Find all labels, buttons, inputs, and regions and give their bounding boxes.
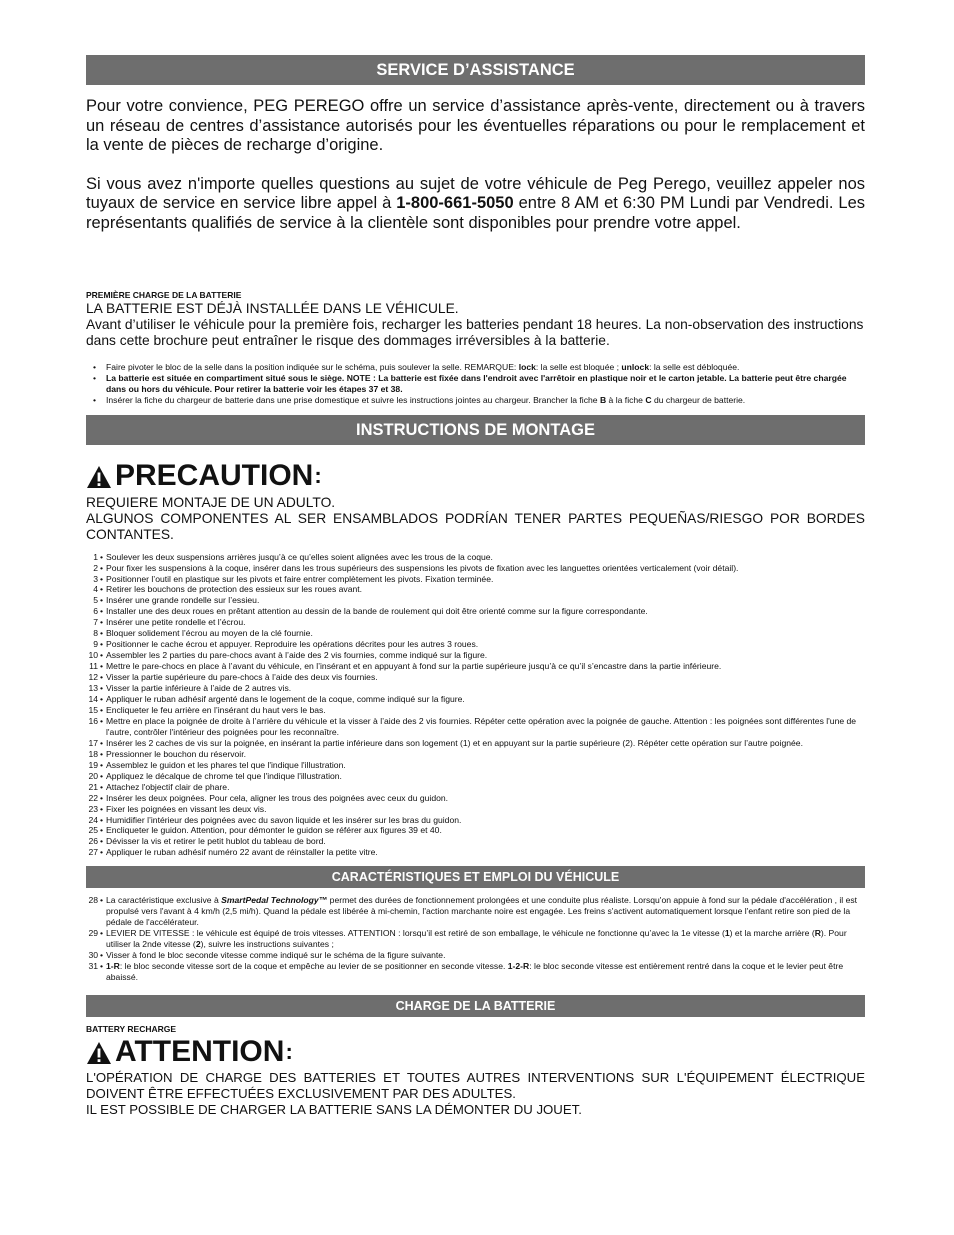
step-text: Humidifier l’intérieur des poignées avec du savon liquide et les insérer sur les bras du guidon. <box>106 814 462 825</box>
step-number: 13 <box>88 683 98 694</box>
first-charge-bullet <box>86 373 865 395</box>
step-text: LEVIER DE VITESSE : le véhicule est équipé de trois vitesses. ATTENTION : lorsqu’il est retiré de son emballage, le véhicule ne fonctionne qu’avec la 1e vitesse ( <box>106 928 725 939</box>
step-text: ). Pour utiliser la 2nde vitesse ( <box>106 928 847 950</box>
step-text: : le bloc seconde vitesse est entièrement rentré dans la coque et le levier peut être abaissé. <box>106 961 844 982</box>
step-text: Encliqueter le guidon. Attention, pour démonter le guidon se référer aux figures 39 et 40. <box>106 825 442 836</box>
step-text: Insérer les 2 caches de vis sur la poignée, en insérant la partie inférieure dans son logement (1) et en appuyant sur la partie supérieure (2). Répéter cette opération sur l’autre poignée. <box>106 737 803 748</box>
step-text: Dévisser la vis et retirer le petit hublot du tableau de bord. <box>106 836 326 847</box>
assembly-heading-bar <box>86 415 865 445</box>
step-text: ) et la marche arrière ( <box>729 928 815 939</box>
bullet-text: Faire pivoter le bloc de la selle dans la position indiquée sur le schéma, puis soulever la selle. REMARQUE: <box>106 362 519 372</box>
precaution-title <box>86 459 865 493</box>
step-text: Visser la partie supérieure du pare-chocs à l’aide des deux vis fournies. <box>106 672 378 683</box>
step-number: 16 <box>88 715 98 726</box>
step-number: 29 <box>88 928 98 939</box>
step-text: Insérer une petite rondelle et l’écrou. <box>106 617 246 628</box>
battery-recharge-heading: BATTERY RECHARGE <box>86 1023 177 1034</box>
step-text: Positionner l’outil en plastique sur les pivots et faire entrer complètement les pivots. Fixation terminée. <box>106 573 494 584</box>
precaution-line-2: ALGUNOS COMPONENTES AL SER ENSAMBLADOS PODRÍAN TENER PARTES PEQUEÑAS/RIESGO POR BORDES CONTANTES. <box>86 510 865 542</box>
first-charge-bullets <box>86 362 865 406</box>
step-text: Insérer les deux poignées. Pour cela, aligner les trous des poignées avec ceux du guidon. <box>106 792 449 803</box>
step-number: 6 <box>93 606 98 617</box>
first-charge-line-1: LA BATTERIE EST DÉJÀ INSTALLÉE DANS LE VÉHICULE. <box>86 301 459 316</box>
gear-1-label: 1 <box>724 928 730 939</box>
precaution-colon: : <box>314 462 322 488</box>
service-paragraph-2-text-end: entre 8 AM et 6:30 PM Lundi par Vendredi. Les représentants qualifiés de service à la clientèle sont disponibles pour prendre votre appel. <box>86 194 865 232</box>
step-item: 14 • Appliquer le ruban adhésif argenté dans le logement de la coque, comme indiqué sur la figure. <box>86 694 865 705</box>
step-text: Mettre en place la poignée de droite à l’arrière du véhicule et la visser à l’aide des 2 vis fournies. Répéter cette opération avec la poignée de gauche. Attention : les poignées sont différentes l'une de l'autre, contrôler l'intérieur des poignées pour les reconnaître. <box>106 715 857 737</box>
step-number: 15 <box>88 704 98 715</box>
service-paragraph-1: Pour votre convience, PEG PEREGO offre un service d’assistance après-vente, directement ou à travers un réseau de centres d’assistance autorisés pour les éventuelles réparations ou pour le remplacement et la vente de pièces de recharge d’origine. <box>86 97 865 154</box>
step-text: Bloquer solidement l’écrou au moyen de la clé fournie. <box>106 628 313 639</box>
step-text: Pressionner le bouchon du réservoir. <box>106 748 246 759</box>
position-1r-label: 1-R <box>106 961 120 972</box>
step-number: 12 <box>88 672 98 683</box>
service-paragraph-2-text: Si vous avez n'importe quelles questions au sujet de votre véhicule de Peg Perego, veuillez appeler nos tuyaux de service en service libre appel à <box>86 174 865 212</box>
step-number: 18 <box>88 748 98 759</box>
assembly-steps-list <box>86 552 865 859</box>
step-item: 15 • Encliqueter le feu arrière en l’insérant du haut vers le bas. <box>86 705 865 716</box>
step-text: ), suivre les instructions suivantes ; <box>200 939 334 950</box>
step-number: 23 <box>88 803 98 814</box>
step-text: permet des durées de fonctionnement prolongées et une conduite plus réaliste. Lorsqu'on appuie à fond sur la pédale d'accélération , il est propulsé vers l'avant à 4 km/h (2,5 mi/h). Quand la pédale est libérée à mi-chemin, l'action marchante noire est engagée. Les freins s'activent automatiquement lorsque l'enfant retire son pied de la pédale de l'accélérateur. <box>106 895 858 928</box>
step-number: 25 <box>88 825 98 836</box>
step-item: 12 • Visser la partie supérieure du pare-chocs à l’aide des deux vis fournies. <box>86 672 865 683</box>
warning-triangle-icon <box>86 1041 112 1065</box>
warning-triangle-icon <box>86 465 112 489</box>
step-item: 7 • Insérer une petite rondelle et l’écrou. <box>86 617 865 628</box>
step-number: 11 <box>89 661 98 672</box>
step-number: 30 <box>88 950 98 961</box>
gear-r-label: R <box>814 928 821 939</box>
step-text: Installer une des deux roues en prêtant attention au dessin de la bande de roulement qui doit être orienté comme sur la figure correspondante. <box>106 606 648 617</box>
step-text: Visser la partie inférieure à l’aide de 2 autres vis. <box>106 683 292 694</box>
precaution-title-text: PRECAUTION <box>115 458 314 492</box>
step-number: 19 <box>88 759 98 770</box>
step-text: Encliqueter le feu arrière en l’insérant du haut vers le bas. <box>106 704 326 715</box>
step-number: 24 <box>88 814 98 825</box>
step-item: 19 • Assemblez le guidon et les phares tel que l'indique l'illustration. <box>86 760 865 771</box>
lock-label: lock <box>518 362 536 372</box>
manual-page <box>86 55 865 1118</box>
step-item: 3 • Positionner l’outil en plastique sur les pivots et faire entrer complètement les pivots. Fixation terminée. <box>86 574 865 585</box>
first-charge-bullet <box>86 395 865 406</box>
attention-title-text: ATTENTION <box>115 1034 285 1068</box>
features-heading: CARACTÉRISTIQUES ET EMPLOI DU VÉHICULE <box>331 870 620 885</box>
attention-line-1: L'OPÉRATION DE CHARGE DES BATTERIES ET TOUTES AUTRES INTERVENTIONS SUR L'ÉQUIPEMENT ÉLECTRIQUE DOIVENT ÊTRE EFFECTUÉES EXCLUSIVEMENT PAR DES ADULTES. <box>86 1069 865 1101</box>
step-text: Visser à fond le bloc seconde vitesse comme indiqué sur le schéma de la figure suivante. <box>106 950 446 961</box>
step-text: Pour fixer les suspensions à la coque, insérer dans les trous supérieurs des suspensions les pivots de fixation avec les languettes orientées verticalement (voir détail). <box>106 562 739 573</box>
step-text: Mettre le pare-chocs en place à l’avant du véhicule, en l’insérant et en appuyant à fond sur la partie supérieure jusqu’à ce qu’il s’encastre dans la partie inférieure. <box>106 661 722 672</box>
step-number: 20 <box>88 770 98 781</box>
step-item: 22 • Insérer les deux poignées. Pour cela, aligner les trous des poignées avec ceux du guidon. <box>86 793 865 804</box>
step-number: 27 <box>88 847 98 858</box>
step-number: 7 <box>93 617 98 628</box>
charge-heading: CHARGE DE LA BATTERIE <box>395 998 556 1013</box>
gear-2-label: 2 <box>195 939 201 950</box>
bullet-text: Insérer la fiche du chargeur de batterie dans une prise domestique et suivre les instructions jointes au chargeur. Brancher la fiche <box>106 394 600 405</box>
service-paragraph-2 <box>86 175 865 234</box>
step-text: Assembler les 2 parties du pare-chocs avant à l’aide des 2 vis fournies, comme indiqué sur la figure. <box>106 650 488 661</box>
step-item: 21 • Attachez l'objectif clair de phare. <box>86 782 865 793</box>
step-item: 20 • Appliquez le décalque de chrome tel que l'indique l'illustration. <box>86 771 865 782</box>
step-text: Soulever les deux suspensions arrières jusqu’à ce qu’elles soient alignées avec les trous de la coque. <box>106 551 493 562</box>
step-item: 5 • Insérer une grande rondelle sur l’essieu. <box>86 595 865 606</box>
step-item: 23 • Fixer les poignées en vissant les deux vis. <box>86 804 865 815</box>
step-number: 1 <box>93 551 98 562</box>
step-number: 17 <box>88 737 98 748</box>
step-number: 14 <box>88 694 98 705</box>
step-text: Positionner le cache écrou et appuyer. Reproduire les opérations décrites pour les autres 3 roues. <box>106 639 479 650</box>
step-number: 8 <box>93 628 98 639</box>
step-item: 9 • Positionner le cache écrou et appuyer. Reproduire les opérations décrites pour les autres 3 roues. <box>86 639 865 650</box>
step-number: 22 <box>88 792 98 803</box>
step-item: 11 • Mettre le pare-chocs en place à l’avant du véhicule, en l’insérant et en appuyant à fond sur la partie supérieure jusqu’à ce qu’il s’encastre dans la partie inférieure. <box>86 661 865 672</box>
step-text: Appliquer le ruban adhésif argenté dans le logement de la coque, comme indiqué sur la figure. <box>106 694 465 705</box>
step-item: 24 • Humidifier l’intérieur des poignées avec du savon liquide et les insérer sur les bras du guidon. <box>86 815 865 826</box>
plug-c-label: C <box>645 394 652 405</box>
step-text: Retirer les bouchons de protection des essieux sur les roues avant. <box>106 584 363 595</box>
step-item: 13 • Visser la partie inférieure à l’aide de 2 autres vis. <box>86 683 865 694</box>
step-item: 17 • Insérer les 2 caches de vis sur la poignée, en insérant la partie inférieure dans son logement (1) et en appuyant sur la partie supérieure (2). Répéter cette opération sur l’autre poignée. <box>86 738 865 749</box>
charge-heading-bar <box>86 995 865 1017</box>
step-item: 18 • Pressionner le bouchon du réservoir. <box>86 749 865 760</box>
step-item: 8 • Bloquer solidement l’écrou au moyen de la clé fournie. <box>86 628 865 639</box>
service-heading: SERVICE D’ASSISTANCE <box>376 61 575 79</box>
bullet-text: du chargeur de batterie. <box>651 394 746 405</box>
precaution-line-1: REQUIERE MONTAJE DE UN ADULTO. <box>86 494 336 510</box>
step-text: Appliquer le ruban adhésif numéro 22 avant de réinstaller la petite vitre. <box>106 847 378 858</box>
step-number: 21 <box>88 781 98 792</box>
first-charge-line-2: Avant d’utiliser le véhicule pour la première fois, recharger les batteries pendant 18 heures. La non-observation des instructions dans cette brochure peut entraîner le risque des dommages irréversibles à la batterie. <box>86 317 864 348</box>
attention-title <box>86 1035 865 1069</box>
step-number: 5 <box>93 595 98 606</box>
step-text: La caractéristique exclusive à <box>106 895 222 906</box>
step-item: 1 • Soulever les deux suspensions arrières jusqu’à ce qu’elles soient alignées avec les trous de la coque. <box>86 552 865 563</box>
attention-line-2: IL EST POSSIBLE DE CHARGER LA BATTERIE SANS LA DÉMONTER DU JOUET. <box>86 1101 582 1117</box>
position-12r-label: 1-2-R <box>507 961 530 972</box>
step-text: Fixer les poignées en vissant les deux vis. <box>106 803 267 814</box>
step-text: Insérer une grande rondelle sur l’essieu. <box>106 595 260 606</box>
attention-colon: : <box>285 1038 293 1064</box>
step-number: 31 <box>88 961 98 972</box>
step-item: 6 • Installer une des deux roues en prêtant attention au dessin de la bande de roulement qui doit être orienté comme sur la figure correspondante. <box>86 606 865 617</box>
step-item: 2 • Pour fixer les suspensions à la coque, insérer dans les trous supérieurs des suspensions les pivots de fixation avec les languettes orientées verticalement (voir détail). <box>86 563 865 574</box>
step-number: 4 <box>93 584 98 595</box>
step-item: 26 • Dévisser la vis et retirer le petit hublot du tableau de bord. <box>86 836 865 847</box>
first-charge-bullet <box>86 362 865 373</box>
plug-b-label: B <box>599 394 607 405</box>
first-charge-heading: PREMIÈRE CHARGE DE LA BATTERIE <box>86 290 242 300</box>
smartpedal-brand: SmartPedal Technology™ <box>221 895 328 906</box>
unlock-label: unlock <box>621 362 650 372</box>
features-heading-bar <box>86 866 865 888</box>
step-item: 28 • La caractéristique exclusive à SmartPedal Technology™ permet des durées de fonctionnement prolongées et une conduite plus réaliste. Lorsqu'on appuie à fond sur la pédale d'accélération , il est propulsé vers l'avant à 4 km/h (2,5 mi/h). Quand la pédale est libérée à mi-chemin, l'action marchante noire est engagée. Les freins s'activent automatiquement lorsque l'enfant retire son pied de la pédale de l'accélérateur. <box>86 895 865 928</box>
features-steps-list <box>86 895 865 983</box>
step-item: 27 • Appliquer le ruban adhésif numéro 22 avant de réinstaller la petite vitre. <box>86 847 865 858</box>
bullet-text: : la selle est débloquée. <box>649 362 740 372</box>
step-number: 2 <box>93 562 98 573</box>
step-item: 31 • 1-R: le bloc seconde vitesse sort de la coque et empêche au levier de se positionner en seconde vitesse. 1-2-R: le bloc seconde vitesse est entièrement rentré dans la coque et le levier peut être abaissé. <box>86 961 865 983</box>
step-item: 29 • LEVIER DE VITESSE : le véhicule est équipé de trois vitesses. ATTENTION : lorsqu’il est retiré de son emballage, le véhicule ne fonctionne qu’avec la 1e vitesse (1) et la marche arrière (R). Pour utiliser la 2nde vitesse (2), suivre les instructions suivantes ; <box>86 928 865 950</box>
step-number: 10 <box>88 650 98 661</box>
step-item: 10 • Assembler les 2 parties du pare-chocs avant à l’aide des 2 vis fournies, comme indiqué sur la figure. <box>86 650 865 661</box>
step-item: 25 • Encliqueter le guidon. Attention, pour démonter le guidon se référer aux figures 39 et 40. <box>86 825 865 836</box>
step-item: 30 • Visser à fond le bloc seconde vitesse comme indiqué sur le schéma de la figure suivante. <box>86 950 865 961</box>
step-text: Appliquez le décalque de chrome tel que l'indique l'illustration. <box>106 770 342 781</box>
step-text: Attachez l'objectif clair de phare. <box>106 781 230 792</box>
bullet-text: : la selle est bloquée ; <box>535 362 622 372</box>
step-number: 9 <box>93 639 98 650</box>
service-heading-bar <box>86 55 865 85</box>
step-number: 3 <box>93 573 98 584</box>
assembly-heading: INSTRUCTIONS DE MONTAGE <box>356 420 595 439</box>
step-text: Assemblez le guidon et les phares tel que l'indique l'illustration. <box>106 759 346 770</box>
step-item: 16 • Mettre en place la poignée de droite à l’arrière du véhicule et la visser à l’aide des 2 vis fournies. Répéter cette opération avec la poignée de gauche. Attention : les poignées sont différentes l'une de l'autre, contrôler l'intérieur des poignées pour les reconnaître. <box>86 716 865 738</box>
service-phone-number: 1-800-661-5050 <box>396 194 514 212</box>
bullet-text-bold: La batterie est située en compartiment situé sous le siège. NOTE : La batterie est fixée dans l'endroit avec l'arrêtoir en plastique noir et le carton jetable. La batterie peut être chargée dans ou hors du véhicule. Pour retirer la batterie voir les étapes 37 et 38. <box>106 372 847 394</box>
step-text: : le bloc seconde vitesse sort de la coque et empêche au levier de se positionner en seconde vitesse. <box>119 961 508 972</box>
step-item: 4 • Retirer les bouchons de protection des essieux sur les roues avant. <box>86 584 865 595</box>
bullet-text: à la fiche <box>606 394 646 405</box>
step-number: 28 <box>88 895 98 906</box>
step-number: 26 <box>88 836 98 847</box>
